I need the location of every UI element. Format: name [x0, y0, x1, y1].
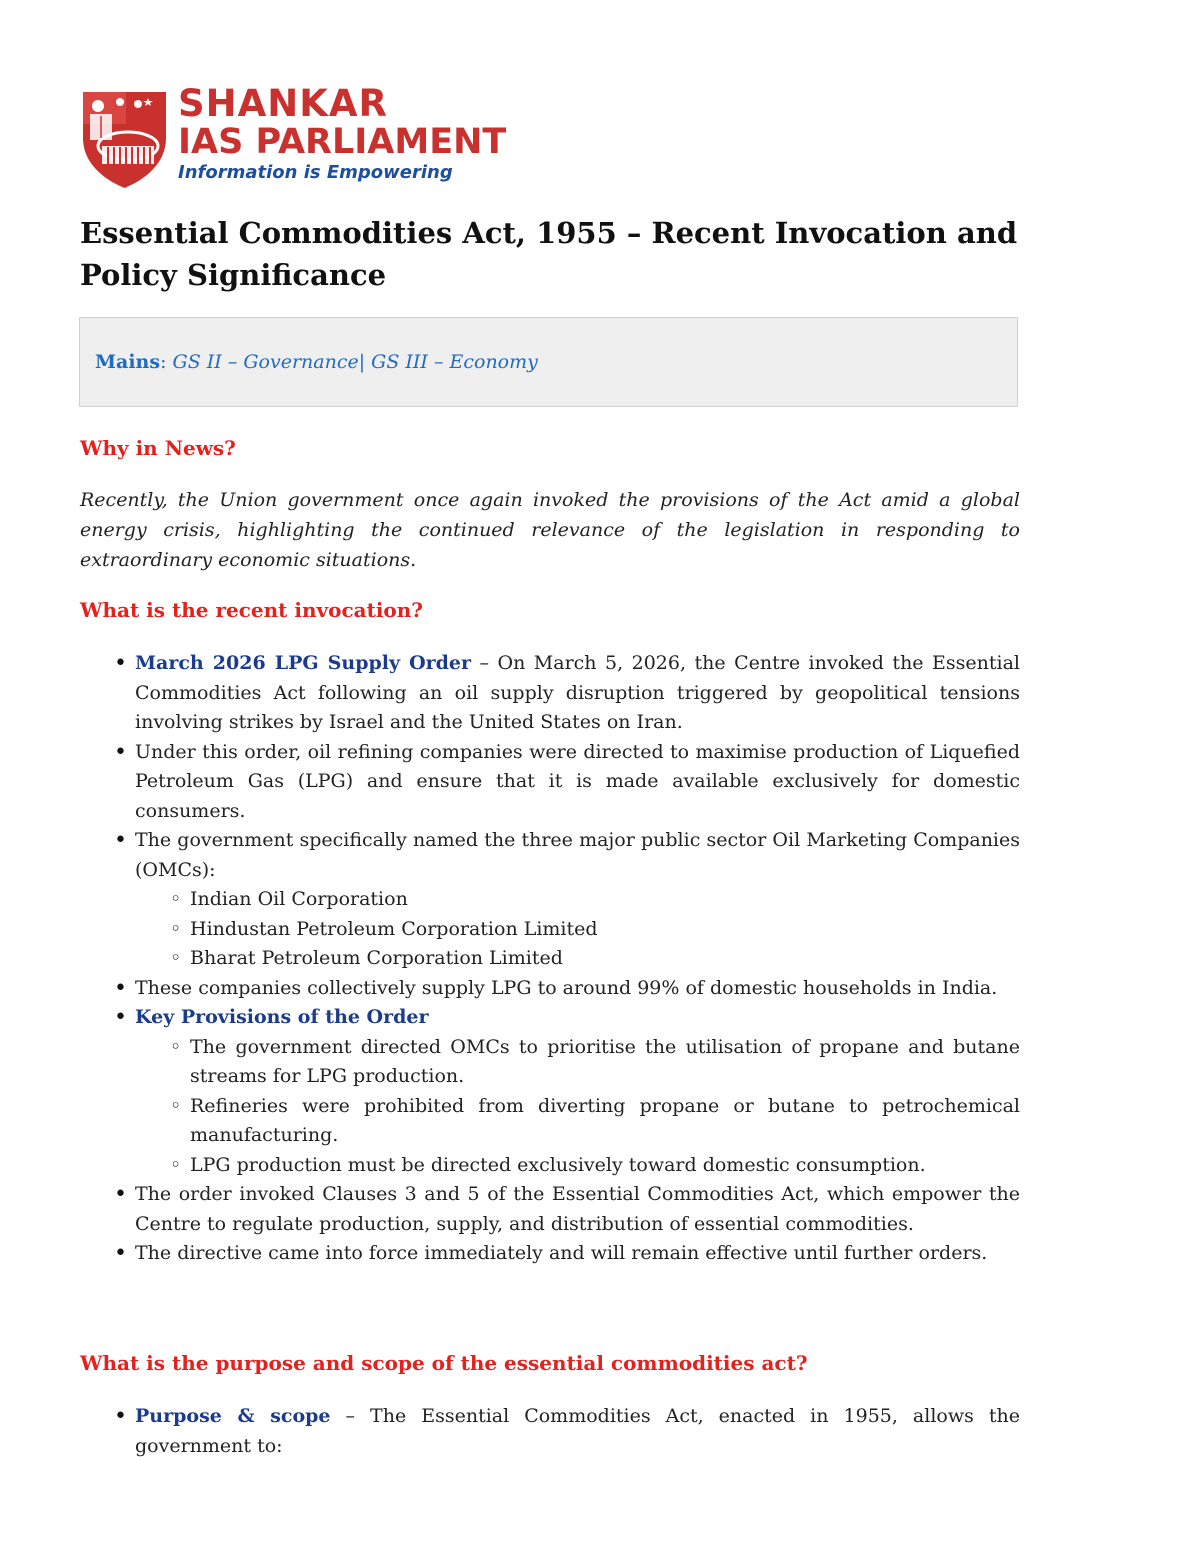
list-item [135, 1239, 1020, 1269]
logo-text-line2: IAS PARLIAMENT [178, 122, 507, 162]
list-item-text: Under this order, oil refining companies were directed to maximise production of Liquefied Petroleum Gas (LPG) and ensure that it is made available exclusively for domestic consumers. [135, 740, 1020, 822]
purpose-list [135, 1402, 1020, 1461]
why-in-news-heading: Why in News? [80, 436, 236, 460]
list-item-text: The directive came into force immediately and will remain effective until further orders. [135, 1242, 988, 1264]
sub-list-item: ◦ Hindustan Petroleum Corporation Limited [190, 915, 1020, 945]
list-item [135, 1180, 1020, 1239]
sub-list-item: ◦ Indian Oil Corporation [190, 885, 1020, 915]
list-item [135, 974, 1020, 1004]
lpg-order-lead: March 2026 LPG Supply Order [135, 652, 472, 674]
sub-list-item: ◦ Refineries were prohibited from diverting propane or butane to petrochemical manufacturing. [190, 1092, 1020, 1151]
sub-list-item: ◦ LPG production must be directed exclusively toward domestic consumption. [190, 1151, 1020, 1181]
purpose-scope-lead: Purpose & scope [135, 1405, 331, 1427]
logo-text-line1: SHANKAR [178, 82, 389, 125]
purpose-scope-heading: What is the purpose and scope of the essential commodities act? [80, 1351, 808, 1375]
list-item [135, 738, 1020, 827]
provisions-sublist [135, 1033, 1020, 1181]
mains-tag-box [79, 317, 1018, 407]
mains-tag: Mains: GS II – Governance| GS III – Economy [95, 351, 538, 373]
list-item [135, 649, 1020, 738]
mains-label: Mains [95, 351, 161, 373]
list-item-text: The government specifically named the three major public sector Oil Marketing Companies (OMCs): [135, 829, 1020, 881]
sub-list-item: ◦ The government directed OMCs to prioritise the utilisation of propane and butane streams for LPG production. [190, 1033, 1020, 1092]
list-item-text: The order invoked Clauses 3 and 5 of the Essential Commodities Act, which empower the Centre to regulate production, supply, and distribution of essential commodities. [135, 1183, 1020, 1235]
key-provisions-lead: Key Provisions of the Order [135, 1006, 429, 1028]
recent-invocation-heading: What is the recent invocation? [80, 598, 424, 622]
shield-emblem-icon [83, 92, 166, 188]
mains-value: GS II – Governance| GS III – Economy [172, 351, 538, 373]
intro-paragraph: Recently, the Union government once again invoked the provisions of the Act amid a global energy crisis, highlighting the continued relevance of the legislation in responding to extraordinary economic situations. [80, 489, 1020, 571]
list-item-text: These companies collectively supply LPG to around 99% of domestic households in India. [135, 976, 998, 999]
invocation-list [135, 649, 1020, 1269]
list-item [135, 1402, 1020, 1461]
lpg-order-text: – On March 5, 2026, the Centre invoked the Essential Commodities Act following an oil supply disruption triggered by geopolitical tensions involving strikes by Israel and the United States on Iran. [135, 652, 1020, 733]
purpose-scope-text: – The Essential Commodities Act, enacted in 1955, allows the government to: [135, 1405, 1020, 1457]
omc-sublist [135, 885, 1020, 974]
sub-list-item: ◦ Bharat Petroleum Corporation Limited [190, 944, 1020, 974]
page-title: Essential Commodities Act, 1955 – Recent Invocation and Policy Significance [80, 216, 1018, 292]
list-item [135, 1003, 1020, 1180]
logo [78, 84, 568, 190]
logo-tagline: Information is Empowering [178, 162, 453, 183]
list-item [135, 826, 1020, 974]
